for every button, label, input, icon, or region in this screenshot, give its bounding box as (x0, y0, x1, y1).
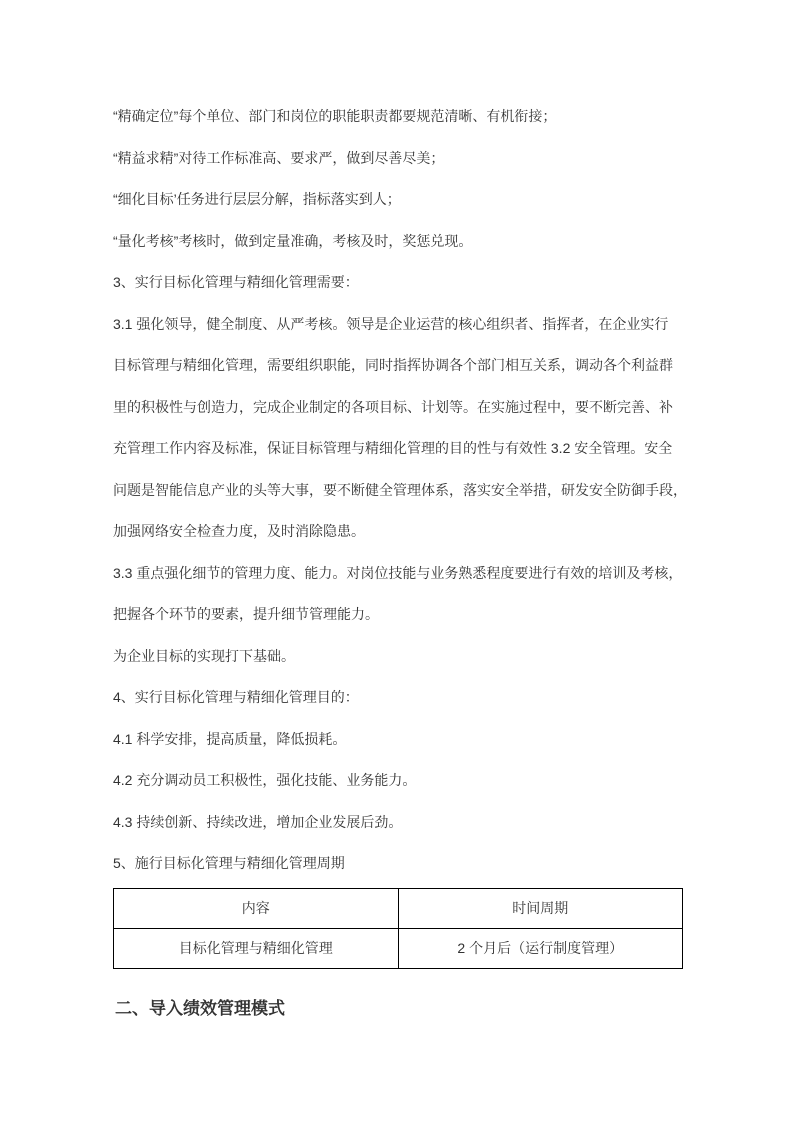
paragraph-line: 充管理工作内容及标准，保证目标管理与精细化管理的目的性与有效性 3.2 安全管理。安全 (113, 440, 673, 456)
paragraph-line: 把握各个环节的要素，提升细节管理能力。 (113, 606, 379, 622)
list-item-5: 5、施行目标化管理与精细化管理周期 (113, 855, 345, 871)
paragraph-line: 4.2 充分调动员工积极性，强化技能、业务能力。 (113, 772, 417, 788)
table-header-cell: 时间周期 (398, 888, 683, 928)
paragraph-line: 4.3 持续创新、持续改进，增加企业发展后劲。 (113, 813, 403, 830)
paragraph-line: “精益求精”对待工作标准高、要求严，做到尽善尽美； (113, 149, 445, 166)
table-cell: 2 个月后（运行制度管理） (398, 928, 683, 968)
paragraph-line: 3.3 重点强化细节的管理力度、能力。对岗位技能与业务熟悉程度要进行有效的培训及考核， (113, 564, 683, 581)
paragraph-line: 问题是智能信息产业的头等大事，要不断健全管理体系，落实安全举措，研发安全防御手段， (113, 481, 687, 498)
list-item-3: 3、实行目标化管理与精细化管理需要： (113, 274, 359, 290)
table-cell: 目标化管理与精细化管理 (114, 928, 399, 968)
body-text (113, 96, 689, 885)
paragraph-line: 目标管理与精细化管理，需要组织职能，同时指挥协调各个部门相互关系，调动各个利益群 (113, 357, 673, 373)
paragraph-line: 4.1 科学安排，提高质量，降低损耗。 (113, 730, 347, 747)
paragraph-line: “细化目标’任务进行层层分解，指标落实到人； (113, 191, 401, 207)
paragraph-line: 里的积极性与创造力，完成企业制定的各项目标、计划等。在实施过程中，要不断完善、补 (113, 398, 673, 415)
paragraph-line: “量化考核”考核时，做到定量准确，考核及时，奖惩兑现。 (113, 232, 473, 249)
table-header-cell: 内容 (114, 888, 399, 928)
list-item-4: 4、实行目标化管理与精细化管理目的： (113, 689, 359, 705)
paragraph-line: 加强网络安全检查力度，及时消除隐患。 (113, 523, 365, 539)
paragraph-line: 为企业目标的实现打下基础。 (113, 647, 295, 664)
management-cycle-table (113, 888, 683, 969)
table-row (114, 928, 683, 968)
section-heading: 二、导入绩效管理模式 (115, 998, 285, 1018)
paragraph-line: “精确定位”每个单位、部门和岗位的职能职责都要规范清晰、有机衔接； (113, 108, 557, 124)
paragraph-line: 3.1 强化领导，健全制度、从严考核。领导是企业运营的核心组织者、指挥者，在企业实行 (113, 315, 669, 332)
table-header-row (114, 888, 683, 928)
